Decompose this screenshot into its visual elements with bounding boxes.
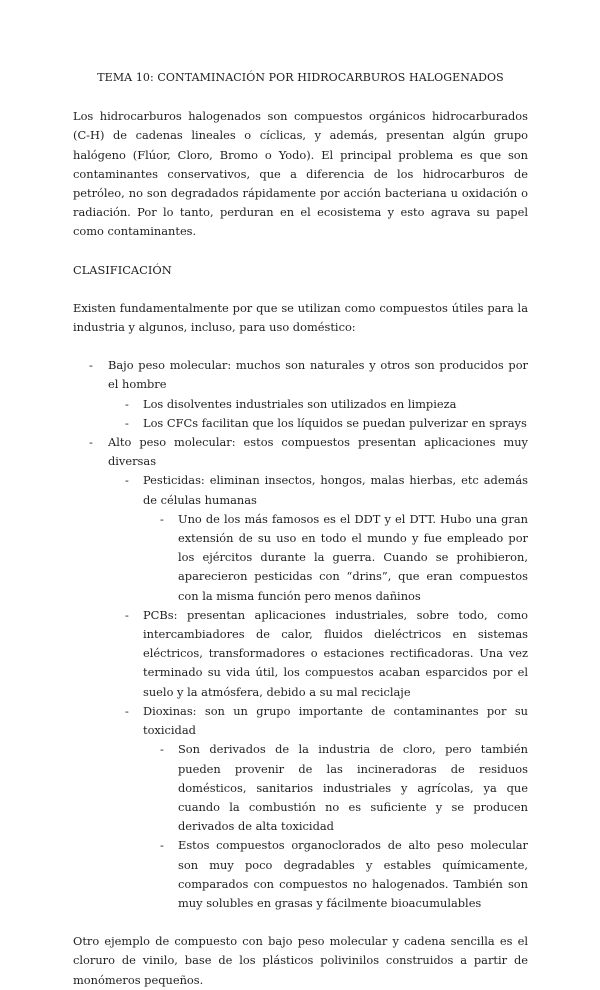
list-item-low-weight xyxy=(73,356,528,433)
list-item: - Son derivados de la industria de cloro, pero también pueden provenir de las incineradoras de residuos domésticos, sanitarios industriales y agrícolas, ya que cuando la combustión no es suficiente y se producen derivados de alta toxicidad xyxy=(178,740,528,836)
list-item: - Los disolventes industriales son utilizados en limpieza xyxy=(143,395,528,414)
page-title: TEMA 10: CONTAMINACIÓN POR HIDROCARBUROS HALOGENADOS xyxy=(97,71,504,84)
classification-list xyxy=(73,356,528,913)
list-item: - Los CFCs facilitan que los líquidos se puedan pulverizar en sprays xyxy=(143,414,528,433)
closing-paragraph: Otro ejemplo de compuesto con bajo peso molecular y cadena sencilla es el cloruro de vinilo, base de los plásticos polivinilos construidos a partir de monómeros pequeños. xyxy=(73,934,528,987)
document-page xyxy=(73,68,528,990)
low-weight-label: Bajo peso molecular: muchos son naturales y otros son producidos por el hombre xyxy=(108,358,528,392)
list-item-pcbs: - PCBs: presentan aplicaciones industriales, sobre todo, como intercambiadores de calor, fluidos dieléctricos en sistemas eléctricos, transformadores o estaciones rectificadoras. Una vez terminado su vida útil, los compuestos acaban esparcidos por el suelo y la atmósfera, debido a su mal reciclaje xyxy=(143,606,528,702)
list-item-pesticides xyxy=(143,471,528,605)
section-heading: CLASIFICACIÓN xyxy=(73,262,172,277)
dioxins-sublist xyxy=(178,740,528,913)
intro-paragraph: Los hidrocarburos halogenados son compuestos orgánicos hidrocarburados (C-H) de cadenas lineales o cíclicas, y además, presentan algún grupo halógeno (Flúor, Cloro, Bromo o Yodo). El principal problema es que son contaminantes conservativos, que a diferencia de los hidrocarburos de petróleo, no son degradados rápidamente por acción bacteriana u oxidación o radiación. Por lo tanto, perduran en el ecosistema y esto agrava su papel como contaminantes. xyxy=(73,109,528,239)
list-item: - Uno de los más famosos es el DDT y el DTT. Hubo una gran extensión de su uso en todo el mundo y fue empleado por los ejércitos durante la guerra. Cuando se prohibieron, aparecieron pesticidas con “drins”, que eran compuestos con la misma función pero menos dañinos xyxy=(178,510,528,606)
lead-paragraph: Existen fundamentalmente por que se utilizan como compuestos útiles para la industria y algunos, incluso, para uso doméstico: xyxy=(73,300,528,335)
pesticides-sublist xyxy=(178,510,528,606)
dioxins-label: Dioxinas: son un grupo importante de contaminantes por su toxicidad xyxy=(143,703,528,738)
high-weight-sublist xyxy=(143,471,528,913)
high-weight-label: Alto peso molecular: estos compuestos presentan aplicaciones muy diversas xyxy=(108,435,528,469)
low-weight-sublist xyxy=(143,395,528,433)
list-item: - Estos compuestos organoclorados de alto peso molecular son muy poco degradables y estables químicamente, comparados con compuestos no halogenados. También son muy solubles en grasas y fácilmente bioacumulables xyxy=(178,836,528,913)
pesticides-label: Pesticidas: eliminan insectos, hongos, malas hierbas, etc además de células humanas xyxy=(143,473,528,507)
list-item-high-weight xyxy=(73,433,528,913)
list-item-dioxins xyxy=(143,702,528,913)
